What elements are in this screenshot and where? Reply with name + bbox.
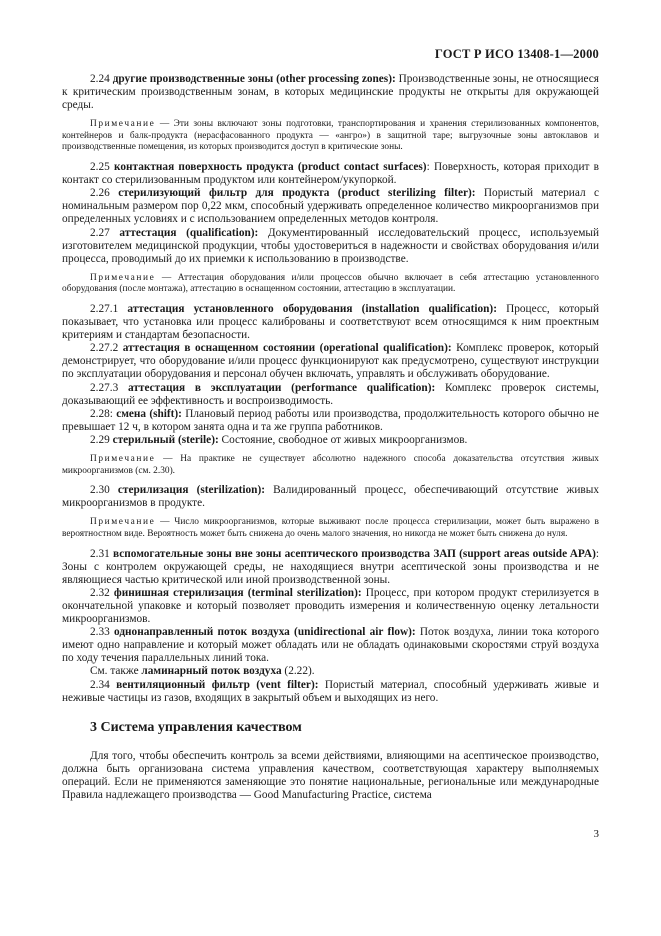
section-3-heading: 3 Система управления качеством <box>90 719 302 735</box>
page-content <box>62 73 599 802</box>
entry-2-27-1: 2.27.1 аттестация установленного оборудования (installation qualification): Процесс, который показывает, что установка или процесс калиброваны и соответствуют всем относящимся к ним проектным критериям и стандартам безопасности. <box>62 303 600 342</box>
term: стерилизующий фильтр для продукта (product sterilizing filter): <box>118 187 476 200</box>
term: аттестация в эксплуатации (performance qualification): <box>128 381 436 394</box>
see-also-2-22: См. также ламинарный поток воздуха (2.22). <box>90 665 315 678</box>
term: однонаправленный поток воздуха (unidirectional air flow): <box>114 626 416 639</box>
entry-2-33: 2.33 однонаправленный поток воздуха (unidirectional air flow): Поток воздуха, линии тока которого имеют одно направление и который может обладать или не обладать одинаковыми скоростями струй воздуха по ходу течения параллельных линий тока. <box>62 626 599 665</box>
term: смена (shift): <box>116 407 182 420</box>
note-2-29: Примечание — На практике не существует абсолютно надежного способа доказательства отсутствия живых микроорганизмов (см. 2.30). <box>62 454 599 476</box>
entry-2-28: 2.28: смена (shift): Плановый период работы или производства, продолжительность которого обычно не превышает 12 ч, в котором занята одна и та же группа работников. <box>62 407 599 433</box>
entry-2-32: 2.32 финишная стерилизация (terminal sterilization): Процесс, при котором продукт стерилизуется в окончательной упаковке и который позволяет проводить измерения и количественную оценку летальности микроорганизмов. <box>62 586 600 626</box>
entry-2-27-2: 2.27.2 аттестация в оснащенном состоянии (operational qualification): Комплекс проверок, который демонстрирует, что оборудование и/или процесс функционируют как предусмотрено, существуют инструкции по эксплуатации оборудования и персонал обучен включать, управлять и обслуживать оборудование. <box>62 342 599 381</box>
entry-2-26: 2.26 стерилизующий фильтр для продукта (product sterilizing filter): Пористый материал с номинальным размером пор 0,22 мкм, способный удерживать определенное количество микроорганизмов при определенных условиях и с использованием определенных методов контроля. <box>62 187 599 226</box>
section-3-body: Для того, чтобы обеспечить контроль за всеми действиями, влияющими на асептическое производство, должна быть организована система управления качеством, соответствующая характеру выполняемых операций. Если не применяются заменяющие это понятие национальные, региональные или международные Правила надлежащего производства — Good Manufacturing Practice, система <box>62 749 599 801</box>
entry-2-30: 2.30 стерилизация (sterilization): Валидированный процесс, обеспечивающий отсутствие живых микроорганизмов в продукте. <box>62 484 599 510</box>
term: стерильный (sterile): <box>112 433 219 446</box>
term: вспомогательные зоны вне зоны асептического производства ЗАП (support areas outside APA) <box>113 547 596 560</box>
entry-2-31: 2.31 вспомогательные зоны вне зоны асептического производства ЗАП (support areas outside APA): Зоны с контролем окружающей среды, не находящиеся внутри асептической зоны производства и не являющиеся частью критической или иной производственной зоны. <box>62 547 599 586</box>
term: вентиляционный фильтр (vent filter): <box>116 678 319 691</box>
entry-2-34: 2.34 вентиляционный фильтр (vent filter): Пористый материал, способный удерживать живые и неживые частицы из газов, входящих в закрытый объем и выходящих из него. <box>62 678 600 704</box>
term: аттестация (qualification): <box>119 226 259 239</box>
term: стерилизация (sterilization): <box>117 484 265 497</box>
term: аттестация в оснащенном состоянии (operational qualification): <box>122 342 452 355</box>
entry-2-25: 2.25 контактная поверхность продукта (product contact surfaces): Поверхность, которая приходит в контакт со стерилизованным продуктом или контейнером/укупоркой. <box>62 161 599 187</box>
entry-2-27: 2.27 аттестация (qualification): Документированный исследовательский процесс, используемый изготовителем медицинской продукции, чтобы удостовериться в надежности и свойствах оборудования и/или процесса, проводимый до их приемки к использованию в производстве. <box>62 226 599 265</box>
term: другие производственные зоны (other processing zones): <box>112 73 396 85</box>
term: аттестация установленного оборудования (installation qualification): <box>127 303 497 315</box>
entry-2-27-3: 2.27.3 аттестация в эксплуатации (performance qualification): Комплекс проверок системы, доказывающий ее эффективность и воспроизводимость. <box>62 381 599 407</box>
note-2-30: Примечание — Число микроорганизмов, которые выживают после процесса стерилизации, может быть выражено в вероятностном виде. Вероятность может быть снижена до очень малого значения, но никогда не может быть снижена до нуля. <box>62 517 599 539</box>
term: финишная стерилизация (terminal sterilization): <box>113 586 362 599</box>
note-2-27: Примечание — Аттестация оборудования и/или процессов обычно включает в себя аттестацию установленного оборудования (после монтажа), аттестацию в оснащенном состоянии, аттестацию в эксплуатации. <box>62 272 599 295</box>
term: ламинарный поток воздуха <box>141 665 282 678</box>
entry-2-24: 2.24 другие производственные зоны (other processing zones): Производственные зоны, не относящиеся к критическим производственным зонам, в которых медицинские продукты не открыты для окружающей среды. <box>62 73 600 112</box>
note-2-24: Примечание — Эти зоны включают зоны подготовки, транспортирования и хранения стерилизованных компонентов, контейнеров и балк-продукта (нерасфасованного продукта — «ангро») в защитной таре; выгрузочные зоны автоклавов и производственные помещения, из которых производится доступ в критические зоны. <box>62 119 599 153</box>
document-id-header: ГОСТ Р ИСО 13408-1—2000 <box>434 47 599 61</box>
entry-2-29: 2.29 стерильный (sterile): Состояние, свободное от живых микроорганизмов. <box>90 433 468 446</box>
page-number: 3 <box>593 828 599 840</box>
term: контактная поверхность продукта (product contact surfaces) <box>114 161 427 174</box>
